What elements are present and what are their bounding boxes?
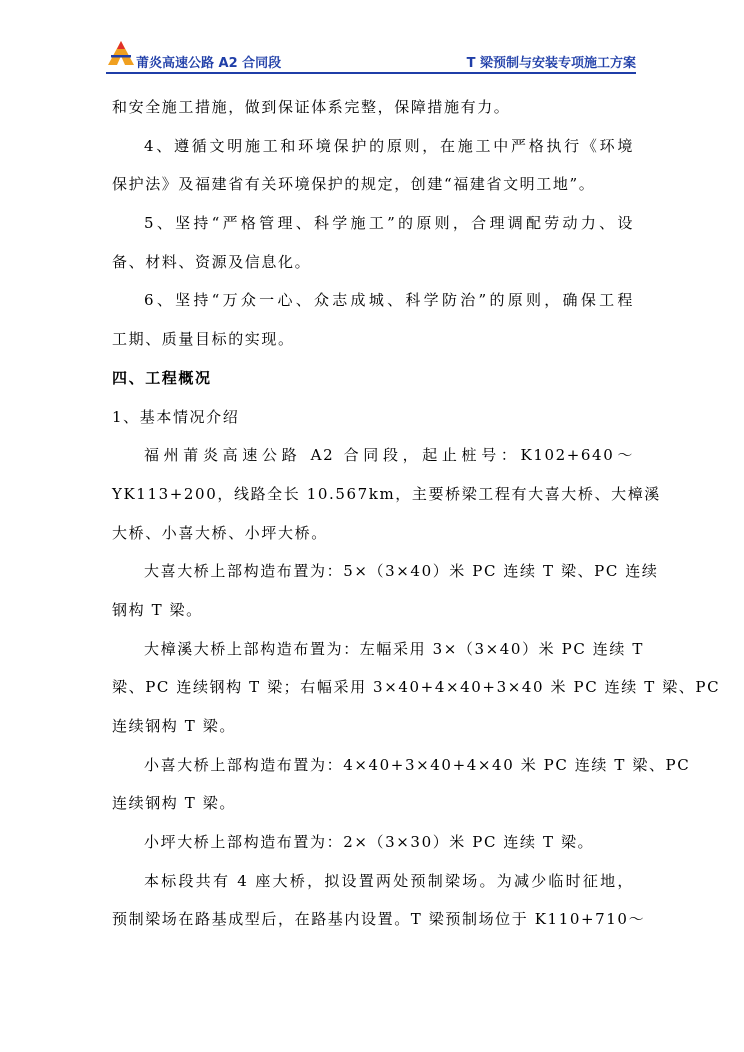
text-line: 小喜大桥上部构造布置为：4×40+3×40+4×40 米 PC 连续 T 梁、PC xyxy=(144,755,691,774)
header-divider xyxy=(106,72,636,74)
header-project-title: 莆炎高速公路 A2 合同段 xyxy=(136,56,282,71)
section-heading: 四、工程概况 xyxy=(112,368,212,387)
text-line: 大樟溪大桥上部构造布置为：左幅采用 3×（3×40）米 PC 连续 T xyxy=(144,639,644,658)
header-document-title: T 梁预制与安装专项施工方案 xyxy=(466,56,636,71)
text-line: 和安全施工措施，做到保证体系完整，保障措施有力。 xyxy=(112,98,511,116)
text-line: 6、坚持“万众一心、众志成城、科学防治”的原则，确保工程 xyxy=(144,291,634,310)
text-line: 钢构 T 梁。 xyxy=(112,600,203,619)
text-line: 4、遵循文明施工和环境保护的原则，在施工中严格执行《环境 xyxy=(144,136,634,155)
text-line: 保护法》及福建省有关环境保护的规定，创建“福建省文明工地”。 xyxy=(112,175,596,194)
text-line: 5、坚持“严格管理、科学施工”的原则，合理调配劳动力、设 xyxy=(144,214,634,233)
text-line: 预制梁场在路基成型后，在路基内设置。T 梁预制场位于 K110+710～ xyxy=(112,910,646,929)
company-logo-icon xyxy=(106,40,136,66)
text-line: 工期、质量目标的实现。 xyxy=(112,330,295,349)
text-line: 连续钢构 T 梁。 xyxy=(112,717,236,735)
text-line: 本标段共有 4 座大桥，拟设置两处预制梁场。为减少临时征地， xyxy=(144,871,634,890)
text-line: 连续钢构 T 梁。 xyxy=(112,794,236,813)
text-line: 备、材料、资源及信息化。 xyxy=(112,252,312,271)
text-line: 1、基本情况介绍 xyxy=(112,407,240,426)
text-line: 小坪大桥上部构造布置为：2×（3×30）米 PC 连续 T 梁。 xyxy=(144,833,595,852)
page-header xyxy=(106,40,636,70)
text-line: 福州莆炎高速公路 A2 合同段，起止桩号：K102+640～ xyxy=(144,446,634,465)
text-line: 梁、PC 连续钢构 T 梁；右幅采用 3×40+4×40+3×40 米 PC 连续 T 梁、PC xyxy=(112,678,721,697)
text-line: 大喜大桥上部构造布置为：5×（3×40）米 PC 连续 T 梁、PC 连续 xyxy=(144,562,659,581)
text-line: 大桥、小喜大桥、小坪大桥。 xyxy=(112,523,328,542)
text-line: YK113+200，线路全长 10.567km，主要桥梁工程有大喜大桥、大樟溪 xyxy=(112,484,661,503)
document-body xyxy=(112,88,721,939)
